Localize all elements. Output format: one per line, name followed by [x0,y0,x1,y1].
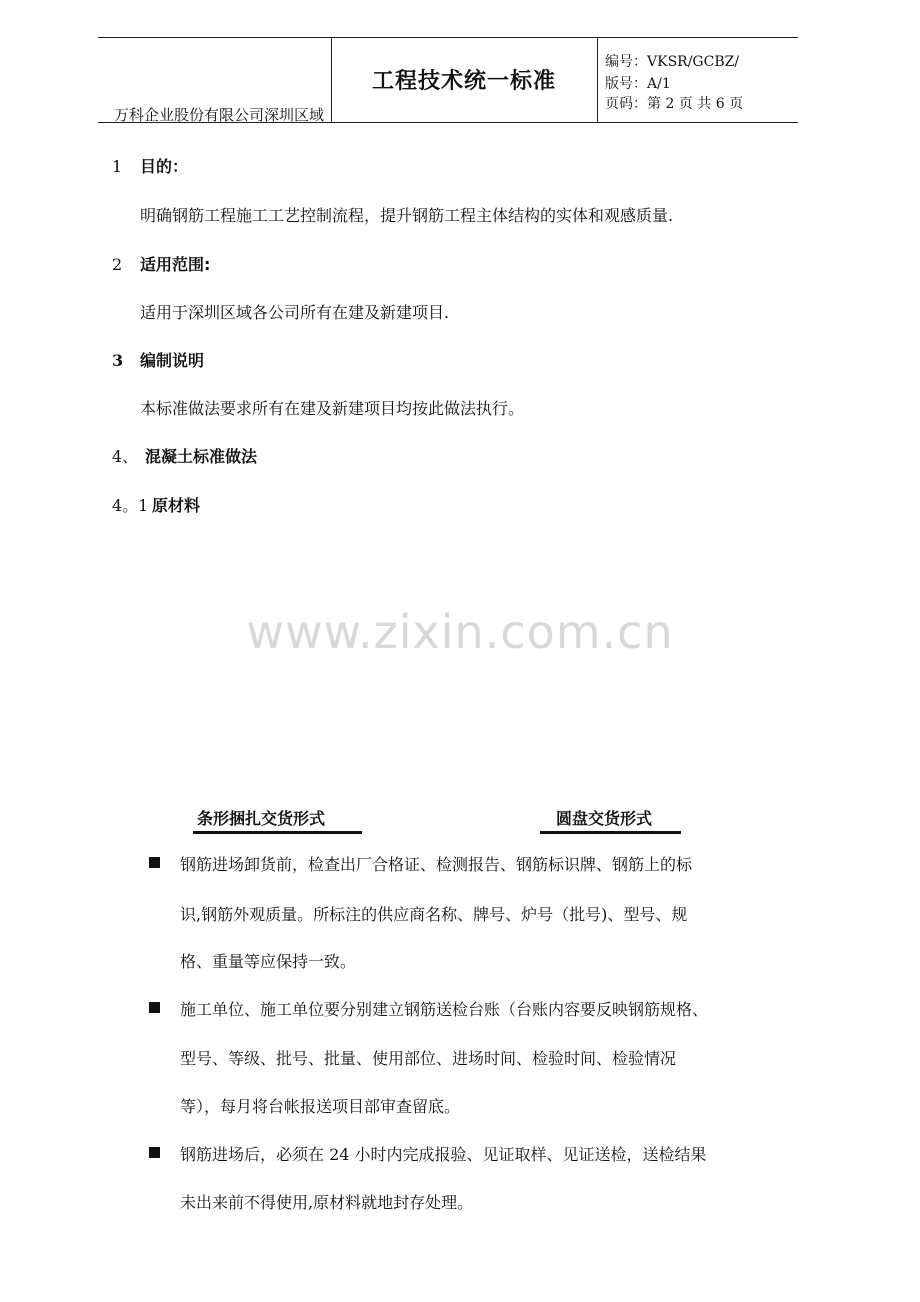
section-number: 4、 [112,447,139,466]
page-label: 页码： [605,96,647,112]
caption-rule-right [540,831,681,834]
section-body-3: 本标准做法要求所有在建及新建项目均按此做法执行。 [140,399,525,418]
list-item-line: 钢筋进场卸货前，检查出厂合格证、检测报告、钢筋标识牌、钢筋上的标 [180,855,693,874]
header-divider-right [597,37,598,123]
section-number: 2 [112,255,123,274]
list-item-line: 等），每月将台帐报送项目部审查留底。 [180,1097,461,1116]
code-label: 编号： [605,54,647,70]
section-heading-2 [112,252,210,275]
section-number: 1 [112,157,123,176]
section-title: 目的： [140,157,189,176]
list-item-line: 型号、等级、批号、批量、使用部位、进场时间、检验时间、检验情况 [180,1049,677,1068]
page-text: 第 2 页 共 6 页 [647,96,744,112]
section-heading-4 [112,444,257,467]
code-value: VKSR/GCBZ/ [647,54,740,70]
square-bullet-icon [149,1147,160,1158]
list-item-line: 施工单位、施工单位要分别建立钢筋送检台账（台账内容要反映钢筋规格、 [180,1000,709,1019]
square-bullet-icon [149,1002,160,1013]
caption-coil-delivery: 圆盘交货形式 [556,809,653,828]
subsection-title: 原材料 [152,496,201,515]
caption-bundled-delivery: 条形捆扎交货形式 [197,809,326,828]
subsection-number: 4。1 [112,496,149,515]
square-bullet-icon [149,857,160,868]
document-page-number [605,93,743,113]
section-title: 混凝土标准做法 [145,447,258,466]
section-title: 适用范围: [140,255,211,274]
section-body-1: 明确钢筋工程施工工艺控制流程，提升钢筋工程主体结构的实体和观感质量. [140,206,674,225]
list-item-line: 识,钢筋外观质量。所标注的供应商名称、牌号、炉号（批号)、型号、规 [180,905,688,924]
section-heading-1 [112,154,188,177]
section-title: 编制说明 [140,351,205,370]
section-body-2: 适用于深圳区域各公司所有在建及新建项目. [140,303,450,322]
section-number: 3 [112,351,124,370]
header-top-rule [98,37,798,38]
company-name: 万科企业股份有限公司深圳区域 [114,106,325,124]
version-label: 版号： [605,76,647,92]
list-item-line: 未出来前不得使用,原材料就地封存处理。 [180,1193,474,1212]
document-title: 工程技术统一标准 [371,69,556,94]
list-item-line: 钢筋进场后，必须在 24 小时内完成报验、见证取样、见证送检，送检结果 [180,1145,707,1164]
document-version [605,73,671,93]
document-code [605,51,739,71]
watermark: www.zixin.com.cn [246,605,674,659]
subsection-heading [112,493,200,516]
version-value: A/1 [647,76,671,92]
section-heading-3 [112,348,204,371]
list-item-line: 格、重量等应保持一致。 [180,952,357,971]
caption-rule-left [193,831,362,834]
